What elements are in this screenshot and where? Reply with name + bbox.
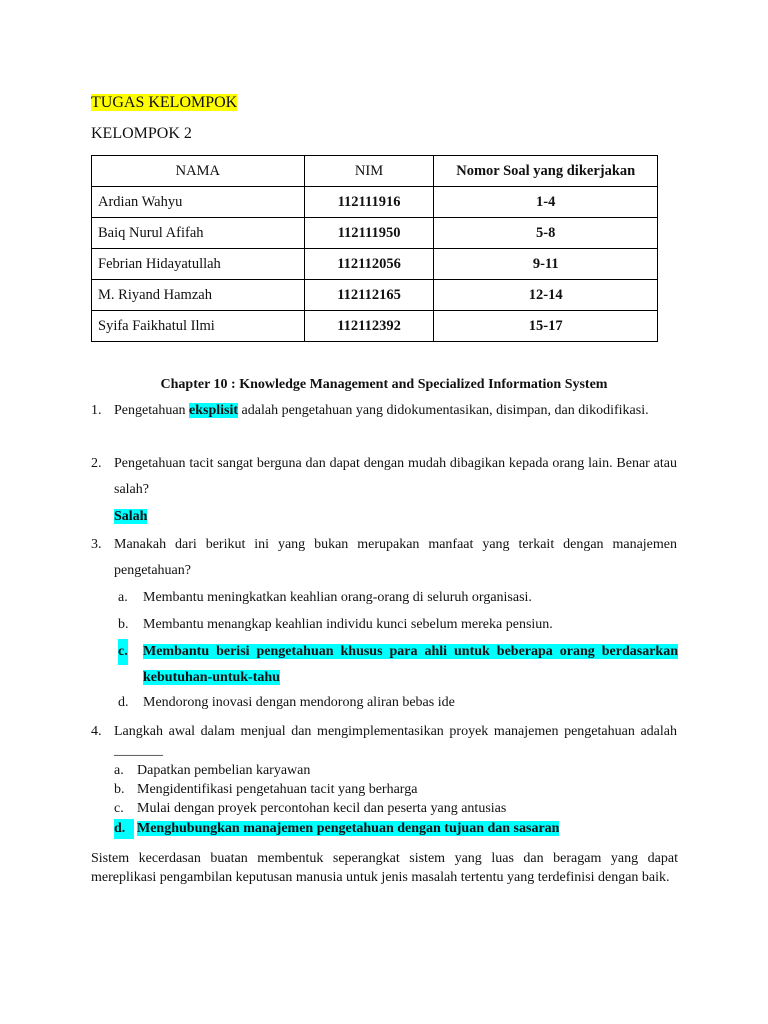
chapter-heading: Chapter 10 : Knowledge Management and Specialized Information System (160, 377, 608, 392)
option-a (118, 585, 678, 611)
cell-nim: 112111950 (304, 218, 434, 249)
option-d-correct (114, 819, 674, 839)
members-table (91, 155, 658, 342)
option-letter: b. (114, 782, 125, 797)
title-highlight: TUGAS KELOMPOK (91, 94, 238, 111)
option-d (118, 690, 678, 716)
option-c-correct (118, 639, 678, 691)
question-number: 1. (91, 403, 102, 418)
question-text-pre: Pengetahuan (114, 403, 186, 418)
cell-soal: 15-17 (434, 311, 658, 342)
option-text (143, 639, 678, 691)
cell-nama: Ardian Wahyu (92, 187, 305, 218)
table-row (92, 249, 658, 280)
cell-nim: 112112056 (304, 249, 434, 280)
question-2-answer (114, 508, 147, 526)
table-header-row (92, 156, 658, 187)
option-c (114, 799, 674, 819)
question-3 (91, 532, 677, 584)
header-nim: NIM (304, 156, 434, 187)
assignment-title (91, 93, 237, 113)
header-nama: NAMA (92, 156, 305, 187)
question-1 (91, 398, 677, 424)
cell-nim: 112111916 (304, 187, 434, 218)
question-number: 4. (91, 724, 102, 739)
cell-nim: 112112165 (304, 280, 434, 311)
group-label: KELOMPOK 2 (91, 125, 192, 142)
option-text: Mengidentifikasi pengetahuan tacit yang berharga (137, 782, 418, 797)
cell-nama: Baiq Nurul Afifah (92, 218, 305, 249)
option-b (118, 612, 678, 638)
option-a (114, 761, 674, 781)
cell-nama: Syifa Faikhatul Ilmi (92, 311, 305, 342)
cell-soal: 1-4 (434, 187, 658, 218)
answer-highlight: Menghubungkan manajemen pengetahuan dengan tujuan dan sasaran (137, 821, 560, 836)
option-letter: d. (118, 695, 129, 710)
question-4 (91, 722, 677, 760)
option-text: Membantu menangkap keahlian individu kunci sebelum mereka pensiun. (143, 617, 553, 632)
cell-nama: M. Riyand Hamzah (92, 280, 305, 311)
table-row (92, 218, 658, 249)
option-letter: a. (118, 590, 128, 605)
option-b (114, 780, 674, 800)
answer-highlight: eksplisit (189, 403, 239, 418)
option-letter: c. (114, 801, 124, 816)
cell-soal: 5-8 (434, 218, 658, 249)
option-text: Mulai dengan proyek percontohan kecil dan peserta yang antusias (137, 801, 507, 816)
table-row (92, 311, 658, 342)
option-text: Mendorong inovasi dengan mendorong aliran bebas ide (143, 695, 455, 710)
question-number: 2. (91, 456, 102, 471)
option-letter: c. (118, 639, 128, 665)
cell-nim: 112112392 (304, 311, 434, 342)
header-nomor-soal: Nomor Soal yang dikerjakan (434, 156, 658, 187)
cell-soal: 12-14 (434, 280, 658, 311)
question-number: 3. (91, 537, 102, 552)
question-text: Pengetahuan tacit sangat berguna dan dapat dengan mudah dibagikan kepada orang lain. Benar atau salah? (114, 456, 677, 497)
question-text (114, 398, 677, 424)
question-2 (91, 451, 677, 503)
option-letter: d. (114, 819, 134, 839)
cell-soal: 9-11 (434, 249, 658, 280)
question-text: Langkah awal dalam menjual dan mengimplementasikan proyek manajemen pengetahuan adalah _______ (114, 724, 677, 758)
table-row (92, 187, 658, 218)
answer-highlight: Salah (114, 509, 148, 524)
option-text: Membantu meningkatkan keahlian orang-orang di seluruh organisasi. (143, 590, 532, 605)
question-text-post: adalah pengetahuan yang didokumentasikan, disimpan, dan dikodifikasi. (241, 403, 649, 418)
option-letter: b. (118, 617, 129, 632)
cell-nama: Febrian Hidayatullah (92, 249, 305, 280)
question-text: Manakah dari berikut ini yang bukan merupakan manfaat yang terkait dengan manajemen pengetahuan? (114, 537, 677, 578)
option-text (137, 819, 674, 839)
table-row (92, 280, 658, 311)
answer-highlight: Membantu berisi pengetahuan khusus para ahli untuk beberapa orang berdasarkan kebutuhan-untuk-tahu (143, 644, 678, 685)
option-text: Dapatkan pembelian karyawan (137, 763, 311, 778)
option-letter: a. (114, 763, 124, 778)
closing-paragraph: Sistem kecerdasan buatan membentuk seperangkat sistem yang luas dan beragam yang dapat mereplikasi pengambilan keputusan manusia untuk jenis masalah tertentu yang terdefinisi dengan baik. (91, 851, 678, 885)
